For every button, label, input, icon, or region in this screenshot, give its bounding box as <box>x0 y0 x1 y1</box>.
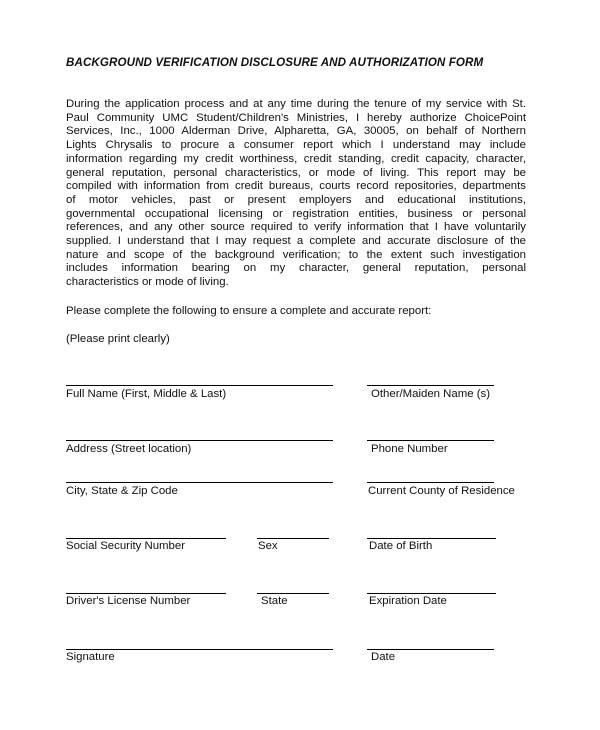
paragraph-line: supplied. I understand that I may request a complete and accurate disclosure of the <box>66 235 526 248</box>
county-label: Current County of Residence <box>368 485 515 497</box>
license-label: Driver's License Number <box>66 595 191 607</box>
paragraph-line: compiled with information from credit bureaus, courts record repositories, departments <box>66 180 526 193</box>
address-label: Address (Street location) <box>66 443 192 455</box>
form-title: BACKGROUND VERIFICATION DISCLOSURE AND AUTHORIZATION FORM <box>66 56 484 69</box>
license-line[interactable] <box>66 593 226 594</box>
ssn-line[interactable] <box>66 538 226 539</box>
date-label: Date <box>371 651 396 663</box>
paragraph-line: During the application process and at any time during the tenure of my service with St. <box>66 98 526 110</box>
instruction-text: Please complete the following to ensure a complete and accurate report: <box>66 305 432 317</box>
ssn-label: Social Security Number <box>66 540 186 552</box>
date-line[interactable] <box>367 649 494 650</box>
paragraph-line: governmental occupational licensing or registration entities, business or personal <box>66 207 526 220</box>
city-state-zip-line[interactable] <box>66 482 333 483</box>
county-line[interactable] <box>367 482 494 483</box>
paragraph-line: nature and scope of the background verification; to the extent such investigation <box>66 248 526 261</box>
other-name-label: Other/Maiden Name (s) <box>371 388 491 400</box>
phone-line[interactable] <box>367 440 494 441</box>
paragraph-line: general reputation, personal characteristics, or mode of living. This report may be <box>66 166 526 179</box>
print-note: (Please print clearly) <box>66 333 170 345</box>
signature-line[interactable] <box>66 649 333 650</box>
phone-label: Phone Number <box>371 443 448 455</box>
paragraph-line: information regarding my credit worthiness, credit standing, credit capacity, character, <box>66 152 526 165</box>
paragraph-line: characteristics or mode of living. <box>66 276 229 289</box>
authorization-paragraph <box>66 98 526 290</box>
state-line[interactable] <box>257 593 329 594</box>
dob-label: Date of Birth <box>369 540 433 552</box>
full-name-line[interactable] <box>66 385 333 386</box>
expiration-label: Expiration Date <box>369 595 447 607</box>
other-name-line[interactable] <box>367 385 494 386</box>
paragraph-line: Services, Inc., 1000 Alderman Drive, Alpharetta, GA, 30005, on behalf of Northern <box>66 125 526 138</box>
expiration-line[interactable] <box>367 593 496 594</box>
full-name-label: Full Name (First, Middle & Last) <box>66 388 227 400</box>
paragraph-line: Lights Chrysalis to procure a consumer report which I understand may include <box>66 139 526 152</box>
address-line[interactable] <box>66 440 333 441</box>
city-state-zip-label: City, State & Zip Code <box>66 485 178 497</box>
state-label: State <box>261 595 288 607</box>
paragraph-line: includes information bearing on my character, general reputation, personal <box>66 262 526 275</box>
paragraph-line: of motor vehicles, past or present employers and educational institutions, <box>66 193 526 206</box>
paragraph-line: references, and any other source required to verify information that I have voluntarily <box>66 221 526 234</box>
signature-label: Signature <box>66 651 115 663</box>
dob-line[interactable] <box>367 538 496 539</box>
sex-line[interactable] <box>257 538 329 539</box>
sex-label: Sex <box>258 540 278 552</box>
paragraph-line: Paul Community UMC Student/Children's Ministries, I hereby authorize ChoicePoint <box>66 111 526 124</box>
